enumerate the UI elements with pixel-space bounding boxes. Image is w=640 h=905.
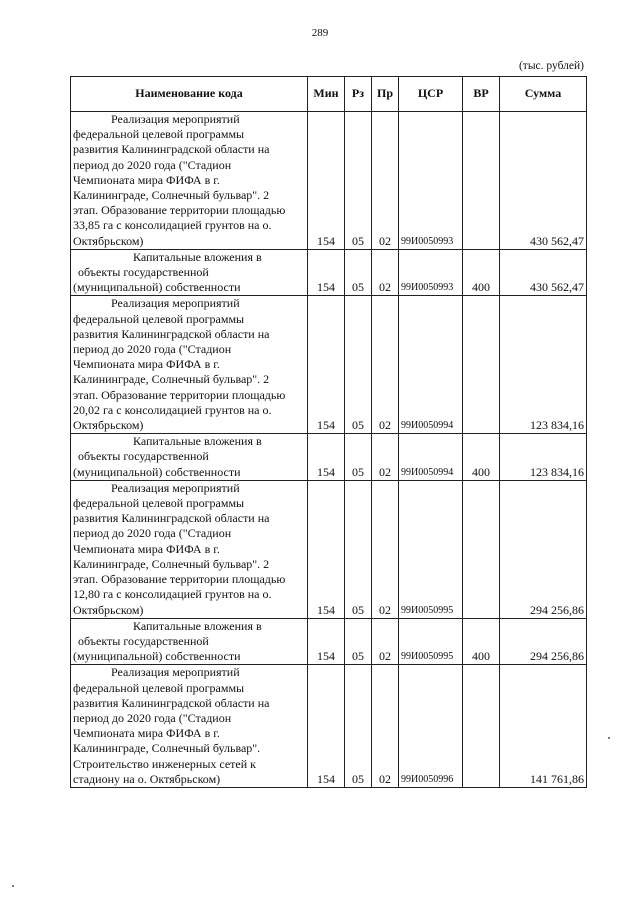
row-vr-cell: 400 — [463, 434, 500, 481]
row-name-line: Строительство инженерных сетей к — [73, 756, 256, 771]
row-name-line: этап. Образование территории площадью — [73, 203, 286, 218]
row-name-line: период до 2020 года ("Стадион — [73, 710, 232, 725]
row-name-cell — [71, 480, 308, 618]
row-name-line: Октябрьском) — [73, 602, 144, 617]
row-pr-cell: 02 — [372, 434, 399, 481]
row-name-line: федеральной целевой программы — [73, 496, 245, 511]
row-name-line: период до 2020 года ("Стадион — [73, 526, 232, 541]
row-vr-cell: 400 — [463, 618, 500, 665]
header-vr: ВР — [463, 77, 500, 112]
row-name-cell — [71, 296, 308, 434]
header-pr: Пр — [372, 77, 399, 112]
table-row — [71, 665, 587, 788]
row-csr-cell: 99И0050993 — [399, 249, 463, 296]
row-name-line: Реализация мероприятий — [111, 112, 240, 126]
row-pr-cell: 02 — [372, 480, 399, 618]
table-row — [71, 480, 587, 618]
header-rz: Рз — [345, 77, 372, 112]
row-name-line: (муниципальной) собственности — [73, 280, 241, 295]
row-name-line: развития Калининградской области на — [73, 695, 270, 710]
row-sum-cell: 430 562,47 — [500, 249, 587, 296]
row-min-cell: 154 — [308, 296, 345, 434]
row-csr-cell: 99И0050994 — [399, 434, 463, 481]
row-name-line: Чемпионата мира ФИФА в г. — [73, 726, 220, 741]
row-name-line: Октябрьском) — [73, 418, 144, 433]
row-name-line: федеральной целевой программы — [73, 680, 245, 695]
row-name-line: (муниципальной) собственности — [73, 464, 241, 479]
table-row — [71, 249, 587, 296]
row-sum-cell: 294 256,86 — [500, 618, 587, 665]
row-name-line: Реализация мероприятий — [111, 665, 240, 680]
header-csr: ЦСР — [399, 77, 463, 112]
row-name-line: (муниципальной) собственности — [73, 649, 241, 664]
row-pr-cell: 02 — [372, 112, 399, 250]
header-min: Мин — [308, 77, 345, 112]
table-row — [71, 434, 587, 481]
row-name-line: 12,80 га с консолидацией грунтов на о. — [73, 587, 272, 602]
row-pr-cell: 02 — [372, 296, 399, 434]
row-name-line: объекты государственной — [78, 449, 209, 464]
header-row — [71, 77, 587, 112]
row-name-line: Чемпионата мира ФИФА в г. — [73, 541, 220, 556]
row-vr-cell — [463, 665, 500, 788]
row-pr-cell: 02 — [372, 249, 399, 296]
row-name-line: Капитальные вложения в — [133, 618, 262, 633]
table-row — [71, 112, 587, 250]
row-min-cell: 154 — [308, 249, 345, 296]
budget-table — [70, 76, 587, 788]
row-min-cell: 154 — [308, 618, 345, 665]
row-name-line: стадиону на о. Октябрьском) — [73, 771, 221, 786]
row-pr-cell: 02 — [372, 665, 399, 788]
row-name-line: федеральной целевой программы — [73, 311, 245, 326]
row-rz-cell: 05 — [345, 249, 372, 296]
row-name-line: Калининграде, Солнечный бульвар". — [73, 741, 261, 756]
page-number: 289 — [311, 27, 329, 39]
row-name-line: Капитальные вложения в — [133, 434, 262, 449]
row-vr-cell: 400 — [463, 249, 500, 296]
table-header — [71, 77, 587, 112]
row-name-line: объекты государственной — [78, 633, 209, 648]
row-csr-cell: 99И0050993 — [399, 112, 463, 250]
row-rz-cell: 05 — [345, 434, 372, 481]
scan-speck — [12, 885, 14, 887]
row-rz-cell: 05 — [345, 480, 372, 618]
row-name-cell — [71, 434, 308, 481]
scan-speck — [608, 737, 610, 739]
row-name-line: 20,02 га с консолидацией грунтов на о. — [73, 402, 272, 417]
row-name-cell — [71, 112, 308, 250]
row-min-cell: 154 — [308, 480, 345, 618]
row-name-line: Калининграде, Солнечный бульвар". 2 — [73, 556, 270, 571]
row-rz-cell: 05 — [345, 665, 372, 788]
row-sum-cell: 294 256,86 — [500, 480, 587, 618]
row-name-line: объекты государственной — [78, 265, 209, 280]
row-name-line: Октябрьском) — [73, 233, 144, 248]
row-min-cell: 154 — [308, 434, 345, 481]
table-row — [71, 296, 587, 434]
row-name-line: Реализация мероприятий — [111, 296, 240, 311]
row-name-line: Чемпионата мира ФИФА в г. — [73, 357, 220, 372]
header-name: Наименование кода — [71, 77, 308, 112]
row-rz-cell: 05 — [345, 112, 372, 250]
units-label: (тыс. рублей) — [518, 60, 584, 72]
row-name-cell — [71, 618, 308, 665]
row-name-line: федеральной целевой программы — [73, 127, 245, 142]
row-name-line: этап. Образование территории площадью — [73, 572, 286, 587]
row-vr-cell — [463, 296, 500, 434]
row-min-cell: 154 — [308, 665, 345, 788]
row-sum-cell: 123 834,16 — [500, 434, 587, 481]
row-name-line: развития Калининградской области на — [73, 511, 270, 526]
row-pr-cell: 02 — [372, 618, 399, 665]
row-name-line: развития Калининградской области на — [73, 142, 270, 157]
row-sum-cell: 123 834,16 — [500, 296, 587, 434]
row-csr-cell: 99И0050995 — [399, 480, 463, 618]
row-name-cell — [71, 249, 308, 296]
row-name-line: развития Калининградской области на — [73, 326, 270, 341]
row-name-line: Реализация мероприятий — [111, 480, 240, 495]
row-rz-cell: 05 — [345, 618, 372, 665]
row-name-line: Калининграде, Солнечный бульвар". 2 — [73, 372, 270, 387]
row-name-line: период до 2020 года ("Стадион — [73, 342, 232, 357]
row-csr-cell: 99И0050996 — [399, 665, 463, 788]
header-sum: Сумма — [500, 77, 587, 112]
row-name-line: этап. Образование территории площадью — [73, 387, 286, 402]
row-min-cell: 154 — [308, 112, 345, 250]
row-csr-cell: 99И0050994 — [399, 296, 463, 434]
row-csr-cell: 99И0050995 — [399, 618, 463, 665]
row-sum-cell: 141 761,86 — [500, 665, 587, 788]
row-name-line: Калининграде, Солнечный бульвар". 2 — [73, 188, 270, 203]
row-vr-cell — [463, 480, 500, 618]
row-vr-cell — [463, 112, 500, 250]
row-name-line: Чемпионата мира ФИФА в г. — [73, 172, 220, 187]
row-sum-cell: 430 562,47 — [500, 112, 587, 250]
row-name-line: Капитальные вложения в — [133, 249, 262, 264]
row-name-line: период до 2020 года ("Стадион — [73, 157, 232, 172]
row-rz-cell: 05 — [345, 296, 372, 434]
table-row — [71, 618, 587, 665]
row-name-line: 33,85 га с консолидацией грунтов на о. — [73, 218, 272, 233]
table-body — [71, 112, 587, 788]
row-name-cell — [71, 665, 308, 788]
